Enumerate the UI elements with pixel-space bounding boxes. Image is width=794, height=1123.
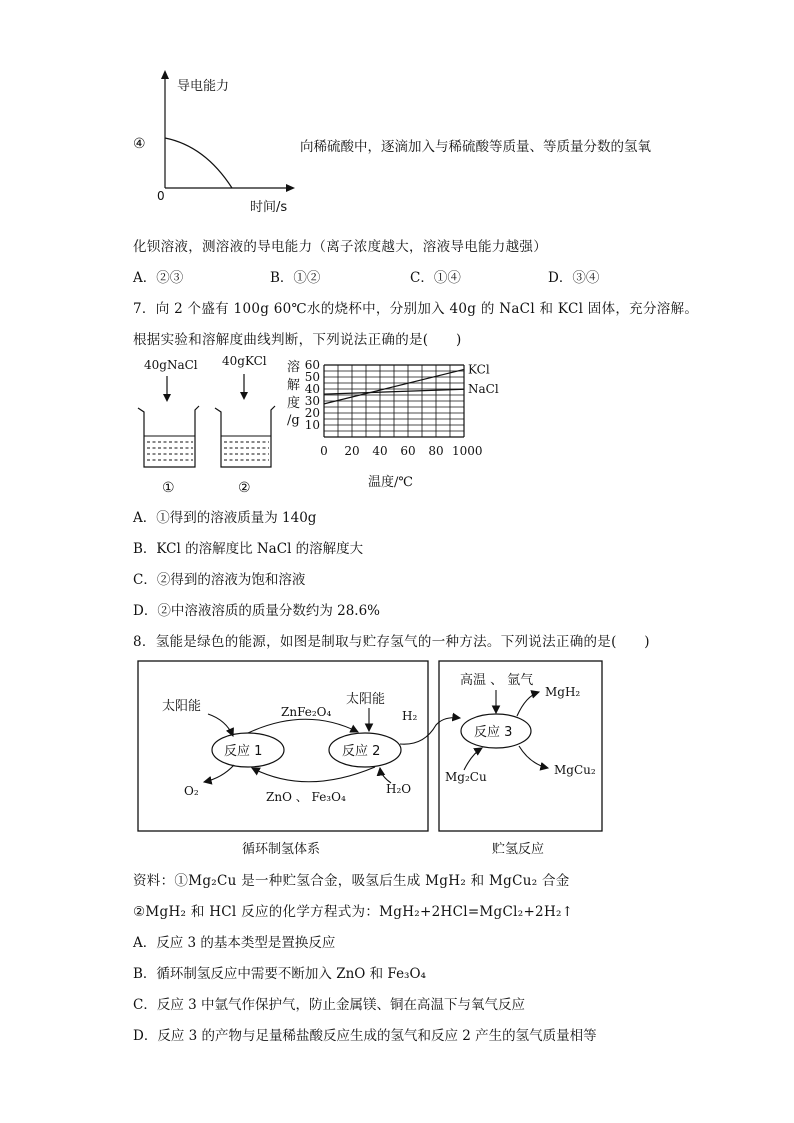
mgcu-arrow — [464, 748, 482, 770]
y-tick-label: 20 — [304, 406, 320, 420]
arc-bottom — [252, 767, 375, 782]
beaker2-number: ② — [238, 480, 251, 496]
reaction2-label: 反应 2 — [342, 744, 381, 759]
x-tick-label: 60 — [400, 444, 416, 458]
caption-cycle: 循环制氢体系 — [242, 842, 321, 857]
caption-storage: 贮氢反应 — [492, 842, 545, 857]
q8-option-a[interactable]: A．反应 3 的基本类型是置换反应 — [133, 935, 336, 951]
q7-option-b[interactable]: B．KCl 的溶解度比 NaCl 的溶解度大 — [133, 541, 364, 557]
beakers — [130, 350, 290, 500]
o2-label: O₂ — [184, 784, 199, 798]
solubility-chart — [282, 352, 512, 497]
q8-stem: 8．氢能是绿色的能源，如图是制取与贮存氢气的一种方法。下列说法正确的是( ) — [133, 634, 650, 650]
graph4-origin: 0 — [157, 189, 165, 203]
mgh2-label: MgH₂ — [545, 685, 581, 699]
sun2-label: 太阳能 — [346, 692, 386, 707]
x-tick-label: 80 — [428, 444, 444, 458]
y-tick-label: 40 — [304, 382, 320, 396]
conditions-label: 高温 、 氩气 — [460, 673, 534, 688]
sun1-arrow — [208, 714, 233, 736]
beaker1 — [138, 406, 199, 467]
chart-xlabel: 温度/℃ — [368, 475, 413, 490]
arc-top — [248, 719, 358, 733]
y-tick-label: 60 — [304, 358, 320, 372]
series-label-kcl: KCl — [468, 362, 490, 377]
x-tick-label: 1000 — [452, 444, 483, 458]
q7-option-d[interactable]: D．②中溶液溶质的质量分数约为 28.6% — [133, 603, 381, 619]
reaction1-label: 反应 1 — [224, 744, 263, 759]
ylabel-char-2: 解 — [287, 378, 301, 393]
mgh2-arrow — [517, 692, 539, 716]
graph-4 — [130, 68, 305, 218]
h2o-arrow — [380, 768, 391, 783]
beaker1-label: 40gNaCl — [144, 358, 198, 372]
mgcu2-label: MgCu₂ — [554, 763, 596, 777]
x-tick-label: 0 — [320, 444, 328, 458]
q8-info1: 资料：①Mg₂Cu 是一种贮氢合金，吸氢后生成 MgH₂ 和 MgCu₂ 合金 — [133, 873, 570, 889]
mgcu2-arrow — [519, 746, 548, 768]
q7-stem-line2: 根据实验和溶解度曲线判断，下列说法正确的是( ) — [133, 332, 462, 348]
beaker2-arrowhead — [240, 392, 248, 400]
hydrogen-diagram — [134, 658, 606, 858]
x-axis-arrow — [286, 184, 295, 192]
q6-option-a[interactable]: A．②③ — [133, 270, 184, 286]
q6-option-b[interactable]: B．①② — [270, 270, 321, 286]
q8-info2: ②MgH₂ 和 HCl 反应的化学方程式为：MgH₂+2HCl=MgCl₂+2H₂↑ — [133, 904, 574, 920]
q6-option-d[interactable]: D．③④ — [548, 270, 600, 286]
ylabel-char-4: /g — [287, 413, 300, 428]
q8-option-b[interactable]: B．循环制氢反应中需要不断加入 ZnO 和 Fe₃O₄ — [133, 966, 426, 982]
mgcu-label: Mg₂Cu — [445, 770, 487, 784]
ylabel-char-3: 度 — [287, 396, 301, 411]
y-tick-label: 10 — [304, 418, 320, 432]
q6-desc-line1: 向稀硫酸中，逐滴加入与稀硫酸等质量、等质量分数的氢氧 — [300, 139, 651, 155]
q8-option-d[interactable]: D．反应 3 的产物与足量稀盐酸反应生成的氢气和反应 2 产生的氢气质量相等 — [133, 1028, 597, 1044]
y-tick-label: 50 — [304, 370, 320, 384]
o2-arrow — [204, 765, 234, 782]
y-axis-arrow — [161, 70, 169, 79]
beaker1-arrowhead — [163, 394, 171, 402]
graph4-number: ④ — [133, 136, 146, 152]
graph4-xlabel: 时间/s — [250, 200, 288, 215]
conductivity-curve — [165, 138, 232, 188]
q8-option-c[interactable]: C．反应 3 中氩气作保护气，防止金属镁、铜在高温下与氧气反应 — [133, 997, 526, 1013]
q6-desc-line2: 化钡溶液，测溶液的导电能力（离子浓度越大，溶液导电能力越强） — [133, 239, 547, 255]
h2-label: H₂ — [402, 709, 418, 723]
x-tick-label: 20 — [344, 444, 360, 458]
beaker2 — [215, 406, 275, 467]
q6-option-c[interactable]: C．①④ — [410, 270, 461, 286]
sun1-label: 太阳能 — [162, 699, 202, 714]
reaction3-label: 反应 3 — [474, 725, 513, 740]
oxides-label: ZnO 、 Fe₃O₄ — [266, 790, 346, 804]
beaker1-number: ① — [162, 480, 175, 496]
ylabel-char-1: 溶 — [287, 360, 301, 375]
x-tick-label: 40 — [372, 444, 388, 458]
h2o-label: H₂O — [386, 782, 412, 796]
y-tick-label: 30 — [304, 394, 320, 408]
q7-option-a[interactable]: A．①得到的溶液质量为 140g — [133, 510, 317, 526]
q7-option-c[interactable]: C．②得到的溶液为饱和溶液 — [133, 572, 306, 588]
catalyst-label: ZnFe₂O₄ — [281, 705, 332, 719]
q7-stem-line1: 7．向 2 个盛有 100g 60℃水的烧杯中，分别加入 40g 的 NaCl 和 KCl 固体，充分溶解。 — [133, 301, 699, 317]
beaker2-label: 40gKCl — [222, 354, 267, 368]
graph4-ylabel: 导电能力 — [177, 79, 230, 94]
series-label-nacl: NaCl — [468, 382, 499, 397]
chart-grid — [324, 365, 464, 437]
